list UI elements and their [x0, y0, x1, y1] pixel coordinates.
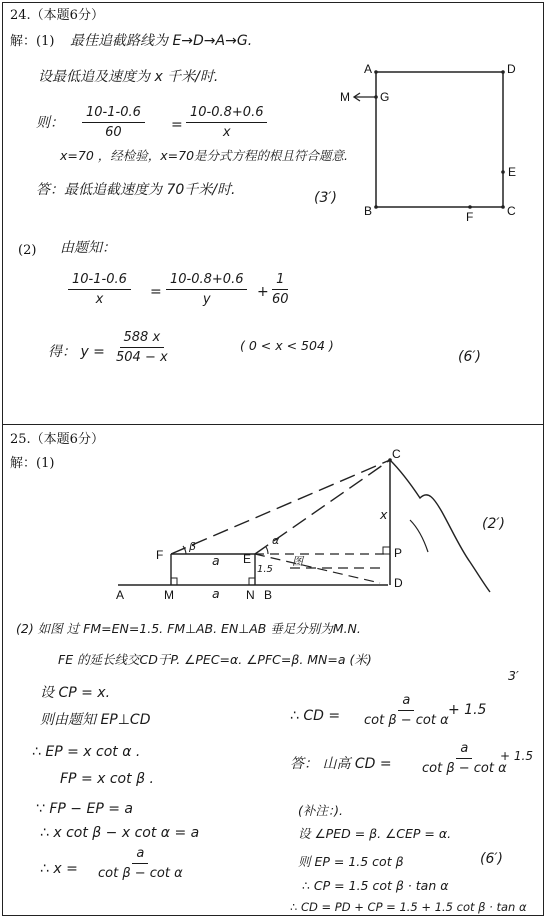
q25-label-beta: β [189, 540, 197, 553]
q25-right-line1-num: a [398, 693, 414, 711]
q25-left-line7-fraction [94, 846, 187, 881]
q24-label-b: B [364, 204, 373, 218]
q24-eq2-plus: + [257, 284, 269, 300]
q25-p2-line1: (2) 如图 过 FM=EN=1.5. FM⊥AB. EN⊥AB 垂足分别为M.N. [16, 621, 361, 636]
q24-eq3-prefix: 得： y = [48, 344, 105, 360]
q24-label-f: F [466, 210, 474, 224]
q25-right-line1-suffix: + 1.5 [448, 702, 487, 718]
q25-label-c: C [392, 447, 401, 461]
q24-label-m: M [340, 90, 350, 104]
q25-left-line6: ∴ x cot β − x cot α = a [40, 825, 200, 841]
q25-score1: (2′) [482, 516, 506, 532]
q25-label-f: F [156, 548, 164, 562]
q25-left-line1: 设 CP = x. [40, 685, 111, 701]
q25-label-n: N [246, 588, 255, 602]
q25-mark-3: 3′ [508, 668, 519, 683]
q25-right-line3: (补注：). [298, 803, 343, 818]
q24-line2: 设最低追及速度为 x 千米/时. [38, 69, 219, 85]
q24-eq2-right-num: 1 [272, 272, 288, 290]
q24-line5: 答：最低追截速度为 70千米/时. [36, 182, 236, 198]
q25-right-line2-fraction [418, 741, 511, 776]
q25-label-p: P [394, 546, 403, 560]
q25-right-line4: 设 ∠PED = β. ∠CEP = α. [298, 826, 452, 841]
q25-part1-label: 解：(1) [10, 456, 55, 471]
q24-eq1-right-den: x [222, 125, 231, 140]
q25-left-line7-den: cot β − cot α [98, 866, 183, 881]
q24-eq3-num: 588 x [120, 330, 165, 348]
q24-label-e: E [508, 165, 517, 179]
q25-p2-line2: FE 的延长线交CD于P. ∠PEC=α. ∠PFC=β. MN=a (米) [58, 652, 372, 667]
q25-header: 25.（本题6分） [10, 432, 104, 447]
right-angle-n-icon [249, 578, 255, 585]
right-angle-p-icon [383, 547, 390, 554]
q24-line1: 最佳追截路线为 E→D→A→G. [70, 33, 253, 49]
q25-left-line3: ∴ EP = x cot α . [32, 744, 141, 760]
q25-right-line2-num: a [456, 741, 472, 759]
q24-eq3-domain: ( 0 < x < 504 ) [240, 338, 334, 353]
q25-label-a-bottom: a [212, 586, 220, 601]
q25-right-line6: ∴ CP = 1.5 cot β · tan α [302, 878, 449, 893]
q24-eq3-den: 504 − x [116, 350, 168, 365]
q25-label-e: E [243, 552, 252, 566]
q25-right-line1-prefix: ∴ CD = [290, 708, 341, 724]
q25-mountain-ridge [410, 520, 428, 552]
q25-right-line2-den: cot β − cot α [422, 761, 507, 776]
q24-eq1-right-num: 10-0.8+0.6 [186, 105, 267, 123]
q24-eq2-left-num: 10-1-0.6 [68, 272, 131, 290]
q24-score1: (3′) [314, 190, 338, 206]
q25-right-line1-fraction [360, 693, 453, 728]
q25-left-line2: 则由题知 EP⊥CD [40, 712, 151, 728]
q24-line4: x=70 ，经检验，x=70是分式方程的根且符合题意. [60, 148, 349, 163]
q24-score2: (6′) [458, 349, 482, 365]
q24-eq1-left-num: 10-1-0.6 [82, 105, 145, 123]
q25-label-d: D [394, 576, 403, 590]
q24-header: 24.（本题6分） [10, 8, 104, 23]
q24-label-c: C [507, 204, 516, 218]
q24-label-a: A [364, 62, 373, 76]
q25-left-line7-prefix: ∴ x = [40, 861, 78, 877]
q24-eq2-left-den: x [95, 292, 104, 307]
q24-eq2-equals: = [150, 284, 162, 300]
q25-label-b: B [264, 588, 273, 602]
q25-label-alpha: α [272, 534, 280, 547]
q25-score2: (6′) [480, 851, 504, 867]
q24-part1-label: 解：(1) [10, 34, 55, 49]
q24-part2-intro: 由题知： [60, 240, 116, 256]
q25-angle-beta-arc [183, 546, 186, 554]
q24-label-d: D [507, 62, 516, 76]
q25-right-line1-den: cot β − cot α [364, 713, 449, 728]
q24-eq2-mid-num: 10-0.8+0.6 [166, 272, 247, 290]
q25-right-line7: ∴ CD = PD + CP = 1.5 + 1.5 cot β · tan α [290, 900, 527, 914]
q24-eq2-mid-den: y [202, 292, 211, 307]
q24-part2-label: (2) [18, 243, 37, 258]
q25-right-line2-prefix: 答： 山高 CD = [290, 756, 392, 772]
q25-right-line5: 则 EP = 1.5 cot β [298, 854, 404, 869]
q25-label-a: A [116, 588, 125, 602]
q25-mountain-outline [390, 460, 490, 592]
q25-label-x: x [380, 507, 388, 522]
q25-left-line5: ∵ FP − EP = a [36, 801, 133, 817]
q25-left-line7-num: a [132, 846, 148, 864]
q25-label-box: 图 [292, 555, 303, 568]
q25-label-a-top: a [212, 553, 220, 568]
q24-eq1-left-den: 60 [105, 125, 122, 140]
q24-eq2-right-den: 60 [272, 292, 289, 307]
q25-angle-alpha-arc [266, 547, 268, 554]
q25-sight-line-fc [171, 460, 390, 554]
q25-left-line4: FP = x cot β . [60, 771, 154, 787]
q24-label-g: G [380, 90, 390, 104]
q24-ze: 则： [36, 115, 64, 131]
right-angle-m-icon [171, 578, 177, 585]
q25-right-line2-suffix: + 1.5 [500, 749, 533, 763]
q25-label-m: M [164, 588, 174, 602]
q24-eq1-equals: = [171, 117, 183, 133]
q25-label-height: 1.5 [257, 564, 273, 575]
